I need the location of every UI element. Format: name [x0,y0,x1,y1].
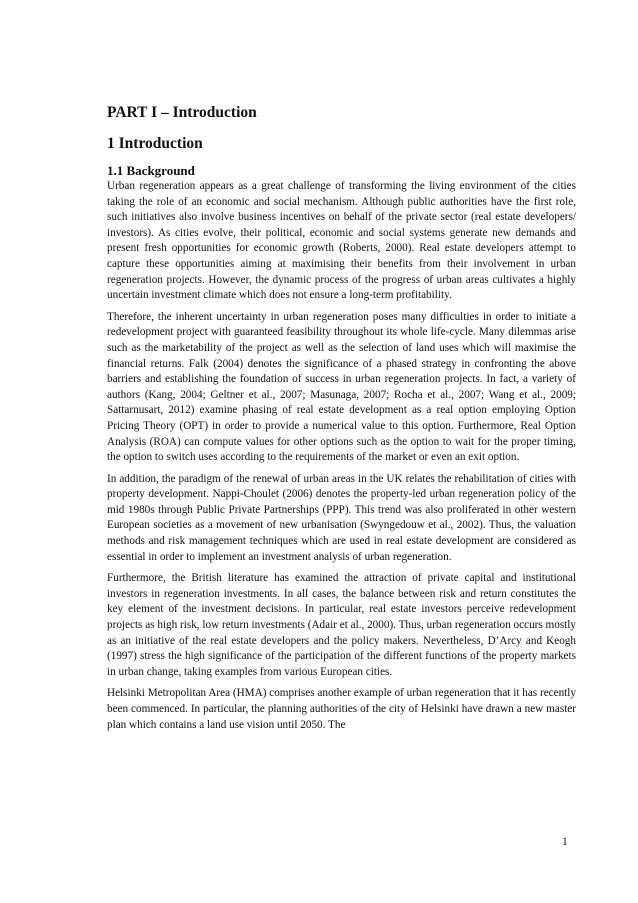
paragraph-2: Therefore, the inherent uncertainty in urban regeneration poses many difficulties in order to initiate a redevelopment project with guaranteed feasibility throughout its whole life-cycle. Many dilemmas arise such as the marketability of the project as well as the selection of land uses which will maximise the financial returns. Falk (2004) denotes the significance of a phased strategy in confronting the above barriers and establishing the foundation of success in urban regeneration projects. In fact, a variety of authors (Kang, 2004; Geltner et al., 2007; Masunaga, 2007; Rocha et al., 2007; Wang et al., 2009; Sattarnusart, 2012) examine phasing of real estate development as a real option employing Option Pricing Theory (OPT) in order to provide a numerical value to this option. Furthermore, Real Option Analysis (ROA) can compute values for other options such as the option to wait for the proper timing, the option to switch uses according to the requirements of the market or even an exit option. [107,310,576,464]
paragraph-3: In addition, the paradigm of the renewal of urban areas in the UK relates the rehabilitation of cities with property development. Nappi-Choulet (2006) denotes the property-led urban regeneration policy of the mid 1980s through Public Private Partnerships (PPP). This trend was also proliferated in other western European societies as a movement of new urbanisation (Swyngedouw et al., 2002). Thus, the valuation methods and risk management techniques which are used in real estate development are considered as essential in order to implement an investment analysis of urban regeneration. [107,472,576,563]
page-number: 1 [562,836,568,848]
chapter-heading: 1 Introduction [107,135,203,152]
page-content [107,103,576,739]
section-heading: 1.1 Background [107,163,195,178]
paragraph-5: Helsinki Metropolitan Area (HMA) comprises another example of urban regeneration that it has recently been commenced. In particular, the planning authorities of the city of Helsinki have drawn a new master plan which contains a land use vision until 2050. The [107,687,576,731]
paragraph-1: Urban regeneration appears as a great challenge of transforming the living environment of the cities taking the role of an economic and social mechanism. Although public authorities have the first role, such initiatives also involve business incentives on behalf of the private sector (real estate developers/ investors). As cities evolve, their political, economic and social systems generate new demands and present fresh opportunities for economic growth (Roberts, 2000). Real estate developers attempt to capture these opportunities aiming at maximising their benefits from their involvement in urban regeneration projects. However, the dynamic process of the progress of urban areas cultivates a highly uncertain investment climate which does not ensure a long-term profitability. [107,180,576,302]
paragraph-4: Furthermore, the British literature has examined the attraction of private capital and institutional investors in regeneration investments. In all cases, the balance between risk and return constitutes the key element of the investment decisions. In particular, real estate investors perceive redevelopment projects as high risk, low return investments (Adair et al., 2000). Thus, urban regeneration occurs mostly as an initiative of the real estate developers and the policy makers. Nevertheless, D’Arcy and Keogh (1997) stress the high significance of the participation of the different functions of the property markets in urban change, taking examples from various European cities. [107,572,576,678]
part-heading: PART I – Introduction [107,104,257,121]
